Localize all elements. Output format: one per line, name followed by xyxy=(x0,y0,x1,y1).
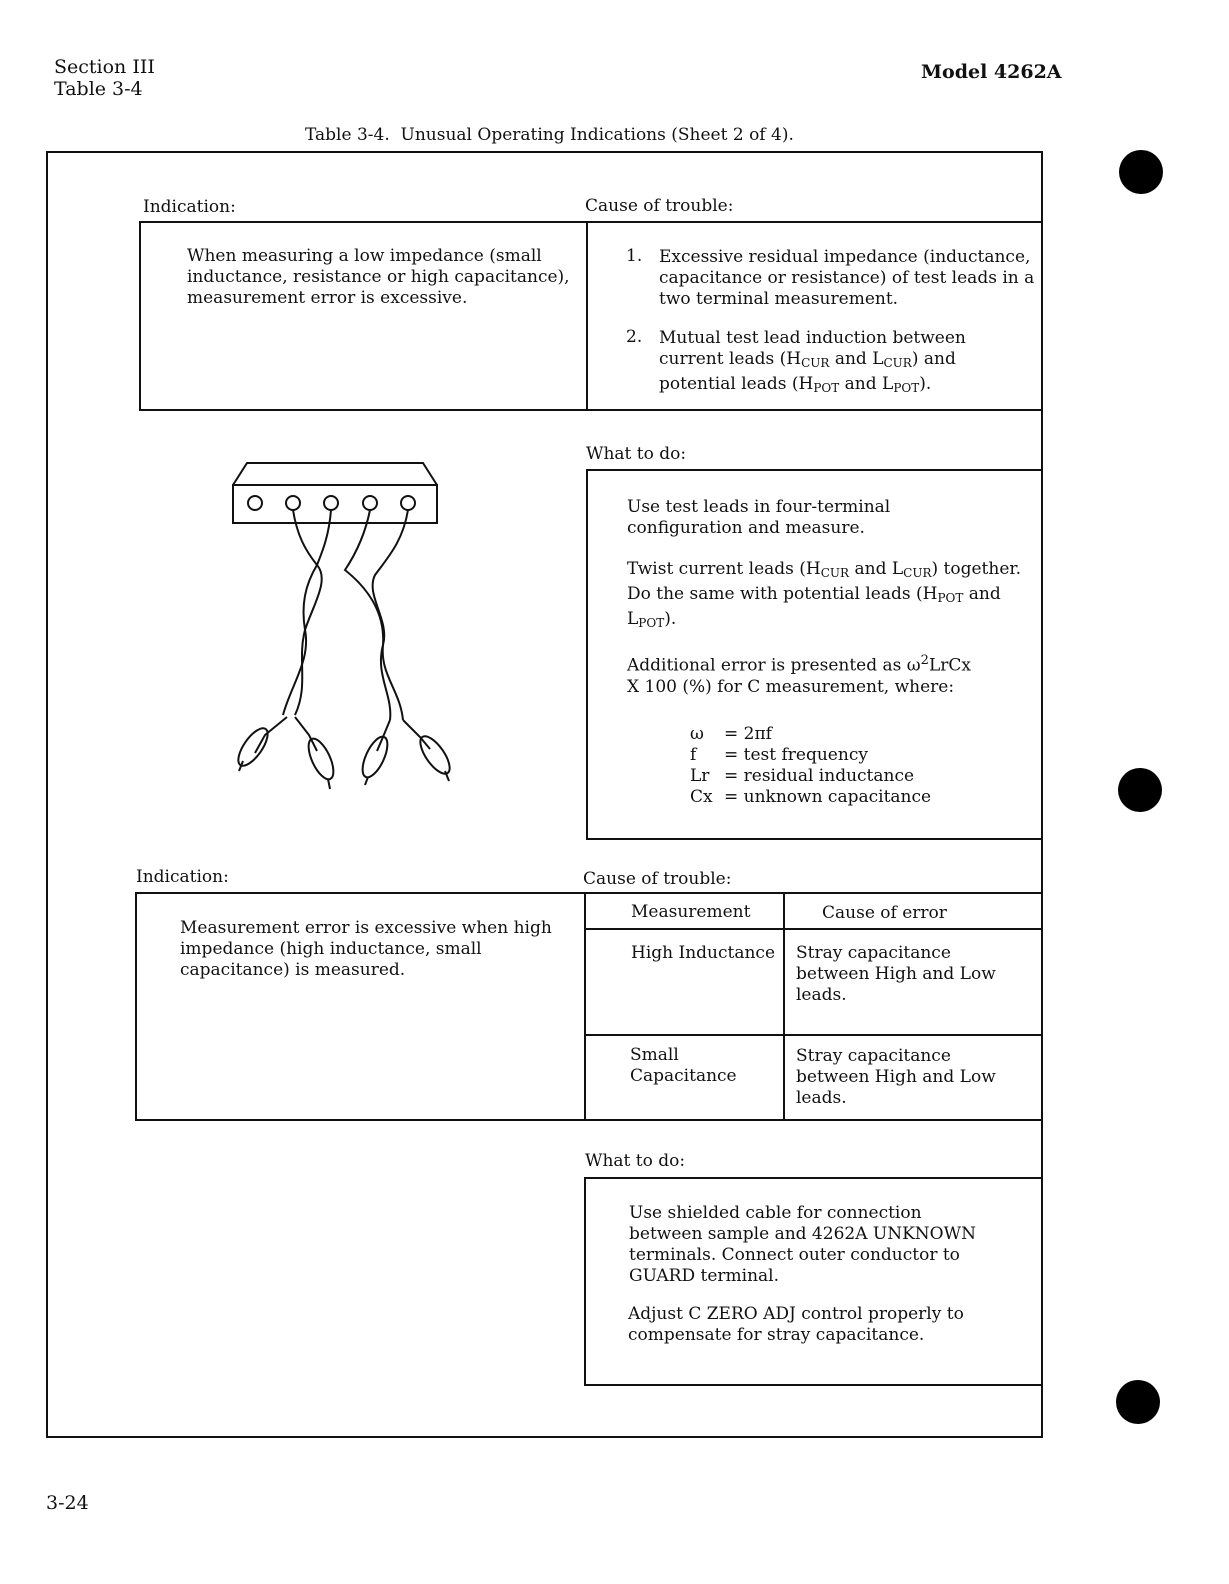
alligator-clip xyxy=(304,735,339,782)
clip-wire xyxy=(403,720,430,749)
test-lead-wire xyxy=(373,510,408,720)
clip-jaw xyxy=(365,777,368,785)
what-to-do-label: What to do: xyxy=(586,444,687,464)
rule xyxy=(584,1177,586,1386)
cause-label: Cause of trouble: xyxy=(583,869,732,889)
rule xyxy=(584,1384,1043,1386)
rule xyxy=(141,221,1043,223)
indication-text: Measurement error is excessive when high impedance (high inductance, small capacitance) is measured. xyxy=(180,918,552,980)
terminal-jack xyxy=(286,496,300,510)
definition-row: f = test frequency xyxy=(690,745,868,765)
model-label: Model 4262A xyxy=(921,61,1062,83)
rule xyxy=(139,221,141,411)
rule xyxy=(584,1177,1043,1179)
rule xyxy=(586,469,1043,471)
twisted-test-leads-illustration xyxy=(225,455,465,800)
rule xyxy=(137,892,1043,894)
todo-text: Additional error is presented as $\omega^2LrCx$ X 100 (%) for C measurement, where: xyxy=(627,653,971,697)
definition-row: Lr = residual inductance xyxy=(690,766,915,786)
binder-hole xyxy=(1116,1380,1160,1424)
clip-wire xyxy=(295,717,317,751)
test-lead-wire xyxy=(345,510,403,720)
rule xyxy=(584,892,586,1121)
alligator-clip xyxy=(358,733,393,780)
todo-text: Adjust C ZERO ADJ control properly to compensate for stray capacitance. xyxy=(628,1304,964,1345)
rule xyxy=(135,892,137,1121)
terminal-jack xyxy=(401,496,415,510)
indication-text: When measuring a low impedance (small inductance, resistance or high capacitance), measurement error is excessive. xyxy=(187,246,570,308)
cause-number: 2. xyxy=(626,327,643,347)
rule xyxy=(135,1119,1043,1121)
indication-label: Indication: xyxy=(136,867,229,887)
binder-hole xyxy=(1118,768,1162,812)
terminal-jack xyxy=(363,496,377,510)
alligator-clip xyxy=(233,724,273,770)
table-cell-cause: Stray capacitance between High and Low leads. xyxy=(796,943,996,1005)
rule xyxy=(139,409,1043,411)
table-ref: Table 3-4 xyxy=(54,78,143,100)
indication-label: Indication: xyxy=(143,197,236,217)
terminal-jack xyxy=(324,496,338,510)
terminal-box-top xyxy=(233,463,437,485)
test-lead-wire xyxy=(283,510,331,715)
rule xyxy=(586,469,588,840)
rule xyxy=(586,221,588,411)
cause-text: Mutual test lead induction between current leads ($H_{CUR}$ and $L_{CUR}$) and potential leads ($H_{POT}$ and $L_{POT}$). xyxy=(659,328,966,395)
page-number: 3-24 xyxy=(46,1492,89,1514)
clip-jaw xyxy=(328,779,330,789)
cause-number: 1. xyxy=(626,246,643,266)
table-header-measurement: Measurement xyxy=(631,902,751,922)
definition-row: ω = 2πf xyxy=(690,724,772,744)
definition-row: Cx = unknown capacitance xyxy=(690,787,932,807)
section-label: Section III xyxy=(54,56,155,78)
what-to-do-label: What to do: xyxy=(585,1151,686,1171)
definitions-list xyxy=(690,724,931,808)
table-cell-measurement: Small Capacitance xyxy=(630,1045,737,1086)
table-cell-cause: Stray capacitance between High and Low leads. xyxy=(796,1046,996,1108)
rule xyxy=(586,928,1043,930)
clip-wire xyxy=(255,717,287,753)
binder-hole xyxy=(1119,150,1163,194)
todo-text: Use shielded cable for connection between sample and 4262A UNKNOWN terminals. Connect outer conductor to GUARD terminal. xyxy=(629,1203,976,1286)
alligator-clip xyxy=(415,732,455,778)
test-lead-wire xyxy=(293,510,322,715)
todo-text: Use test leads in four-terminal configuration and measure. xyxy=(627,497,891,538)
rule xyxy=(586,1034,1043,1036)
todo-text: Twist current leads ($H_{CUR}$ and $L_{CUR}$) together. Do the same with potential leads ($H_{POT}$ and $L_{POT}$). xyxy=(627,559,1022,630)
terminal-jack xyxy=(248,496,262,510)
cause-label: Cause of trouble: xyxy=(585,196,734,216)
table-cell-measurement: High Inductance xyxy=(631,943,776,963)
table-header-cause: Cause of error xyxy=(822,903,947,923)
table-title: Table 3-4. Unusual Operating Indications (Sheet 2 of 4). xyxy=(305,125,794,145)
cause-text: Excessive residual impedance (inductance, capacitance or resistance) of test leads in a two terminal measurement. xyxy=(659,247,1035,309)
rule xyxy=(586,838,1043,840)
